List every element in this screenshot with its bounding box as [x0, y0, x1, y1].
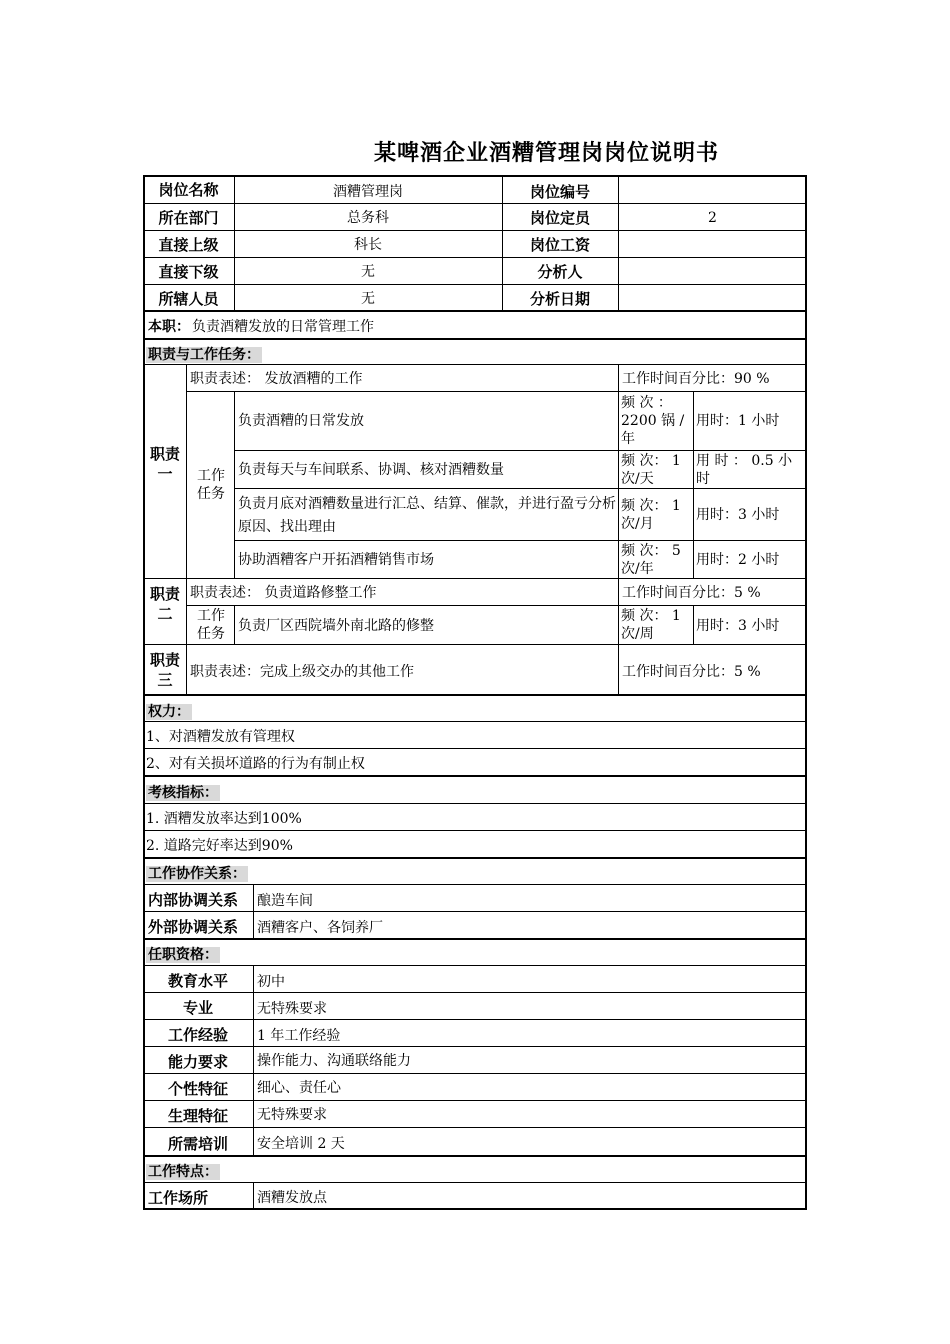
r1-task-3-time: 用时：3 小时 — [696, 507, 780, 523]
label-subordinate: 直接下级 — [158, 263, 219, 281]
internal-relations-label: 内部协调关系 — [148, 891, 239, 909]
r1-task-3-freq: 频 次： 1次/月 — [621, 498, 681, 532]
relations-header: 工作协作关系： — [148, 866, 246, 882]
r1-description: 职责表述： 发放酒糟的工作 — [190, 371, 363, 387]
r2-task-label: 工作任务 — [197, 608, 225, 642]
qual-value-training: 安全培训 2 天 — [257, 1136, 345, 1152]
work-place-value: 酒糟发放点 — [257, 1190, 327, 1206]
internal-relations-value: 酿造车间 — [257, 893, 313, 909]
kpi-header: 考核指标： — [148, 785, 218, 801]
r2-task: 负责厂区西院墙外南北路的修整 — [238, 618, 434, 634]
qual-label-personality: 个性特征 — [167, 1080, 228, 1098]
external-relations-value: 酒糟客户、各饲养厂 — [257, 920, 383, 936]
r1-task-3: 负责月底对酒糟数量进行汇总、结算、催款，并进行盈亏分析原因、找出理由 — [238, 496, 616, 535]
r1-task-1: 负责酒糟的日常发放 — [238, 413, 364, 429]
r1-task-1-time: 用时：1 小时 — [696, 413, 780, 429]
r1-task-4-time: 用时：2 小时 — [696, 552, 780, 568]
value-subordinate: 无 — [361, 264, 375, 280]
r1-task-2-time: 用 时 ： 0.5 小时 — [696, 453, 793, 487]
qual-label-experience: 工作经验 — [167, 1026, 228, 1044]
label-headcount: 岗位定员 — [529, 209, 590, 227]
r1-task-2: 负责每天与车间联系、协调、核对酒糟数量 — [238, 462, 504, 478]
label-department: 所在部门 — [158, 209, 219, 227]
r2-task-freq: 频 次： 1次/周 — [621, 608, 681, 642]
r3-label: 职责三 — [149, 651, 180, 689]
r1-label: 职责一 — [150, 445, 181, 483]
label-superior: 直接上级 — [158, 236, 219, 254]
value-job-name: 酒糟管理岗 — [333, 184, 403, 200]
qual-value-ability: 操作能力、沟通联络能力 — [257, 1053, 411, 1069]
power-header: 权力： — [148, 704, 190, 720]
r2-time-percent: 工作时间百分比：5 % — [622, 585, 761, 601]
r1-task-4: 协助酒糟客户开拓酒糟销售市场 — [238, 552, 434, 568]
r1-time-percent: 工作时间百分比：90 % — [622, 371, 770, 387]
qual-label-training: 所需培训 — [167, 1135, 228, 1153]
qual-value-physical: 无特殊要求 — [257, 1107, 327, 1123]
r1-task-label: 工作任务 — [197, 468, 225, 502]
qual-value-education: 初中 — [257, 974, 285, 990]
power-item-2: 2、对有关损坏道路的行为有制止权 — [146, 756, 365, 772]
work-place-label: 工作场所 — [148, 1189, 209, 1207]
kpi-item-2: 2. 道路完好率达到90% — [146, 838, 293, 854]
qual-label-education: 教育水平 — [167, 972, 228, 990]
qual-value-experience: 1 年工作经验 — [257, 1028, 341, 1044]
page-title: 某啤酒企业酒糟管理岗岗位说明书 — [374, 141, 720, 166]
value-superior: 科长 — [354, 237, 382, 253]
r2-description: 职责表述： 负责道路修整工作 — [190, 585, 377, 601]
qual-label-ability: 能力要求 — [167, 1053, 228, 1071]
value-department: 总务科 — [347, 210, 389, 226]
kpi-item-1: 1. 酒糟发放率达到100% — [146, 811, 302, 827]
value-staff: 无 — [361, 291, 375, 307]
r3-description: 职责表述：完成上级交办的其他工作 — [190, 664, 414, 680]
qual-value-personality: 细心、责任心 — [257, 1080, 341, 1096]
r2-task-time: 用时：3 小时 — [696, 618, 780, 634]
label-job-code: 岗位编号 — [529, 183, 590, 201]
qual-label-physical: 生理特征 — [167, 1107, 228, 1125]
features-header: 工作特点： — [148, 1164, 218, 1180]
power-item-1: 1、对酒糟发放有管理权 — [146, 729, 295, 745]
label-wage: 岗位工资 — [529, 236, 590, 254]
label-job-name: 岗位名称 — [158, 181, 219, 199]
r1-task-2-freq: 频 次： 1次/天 — [621, 453, 681, 487]
r2-label: 职责二 — [150, 585, 181, 623]
responsibilities-header: 职责与工作任务： — [148, 347, 260, 363]
label-staff: 所辖人员 — [158, 290, 219, 308]
qualifications-header: 任职资格： — [148, 947, 218, 963]
duty-value: 负责酒糟发放的日常管理工作 — [192, 319, 374, 335]
duty-label: 本职： — [148, 319, 190, 335]
duty-row — [146, 318, 374, 336]
qual-label-major: 专业 — [182, 999, 213, 1017]
label-analyst: 分析人 — [537, 263, 583, 281]
external-relations-label: 外部协调关系 — [148, 918, 239, 936]
label-analysis-date: 分析日期 — [529, 290, 590, 308]
r3-time-percent: 工作时间百分比：5 % — [622, 664, 761, 680]
r1-task-4-freq: 频 次： 5次/年 — [621, 543, 681, 577]
value-headcount: 2 — [708, 210, 717, 226]
qual-value-major: 无特殊要求 — [257, 1001, 327, 1017]
r1-task-1-freq: 频 次 ：2200 锅 /年 — [621, 395, 685, 447]
